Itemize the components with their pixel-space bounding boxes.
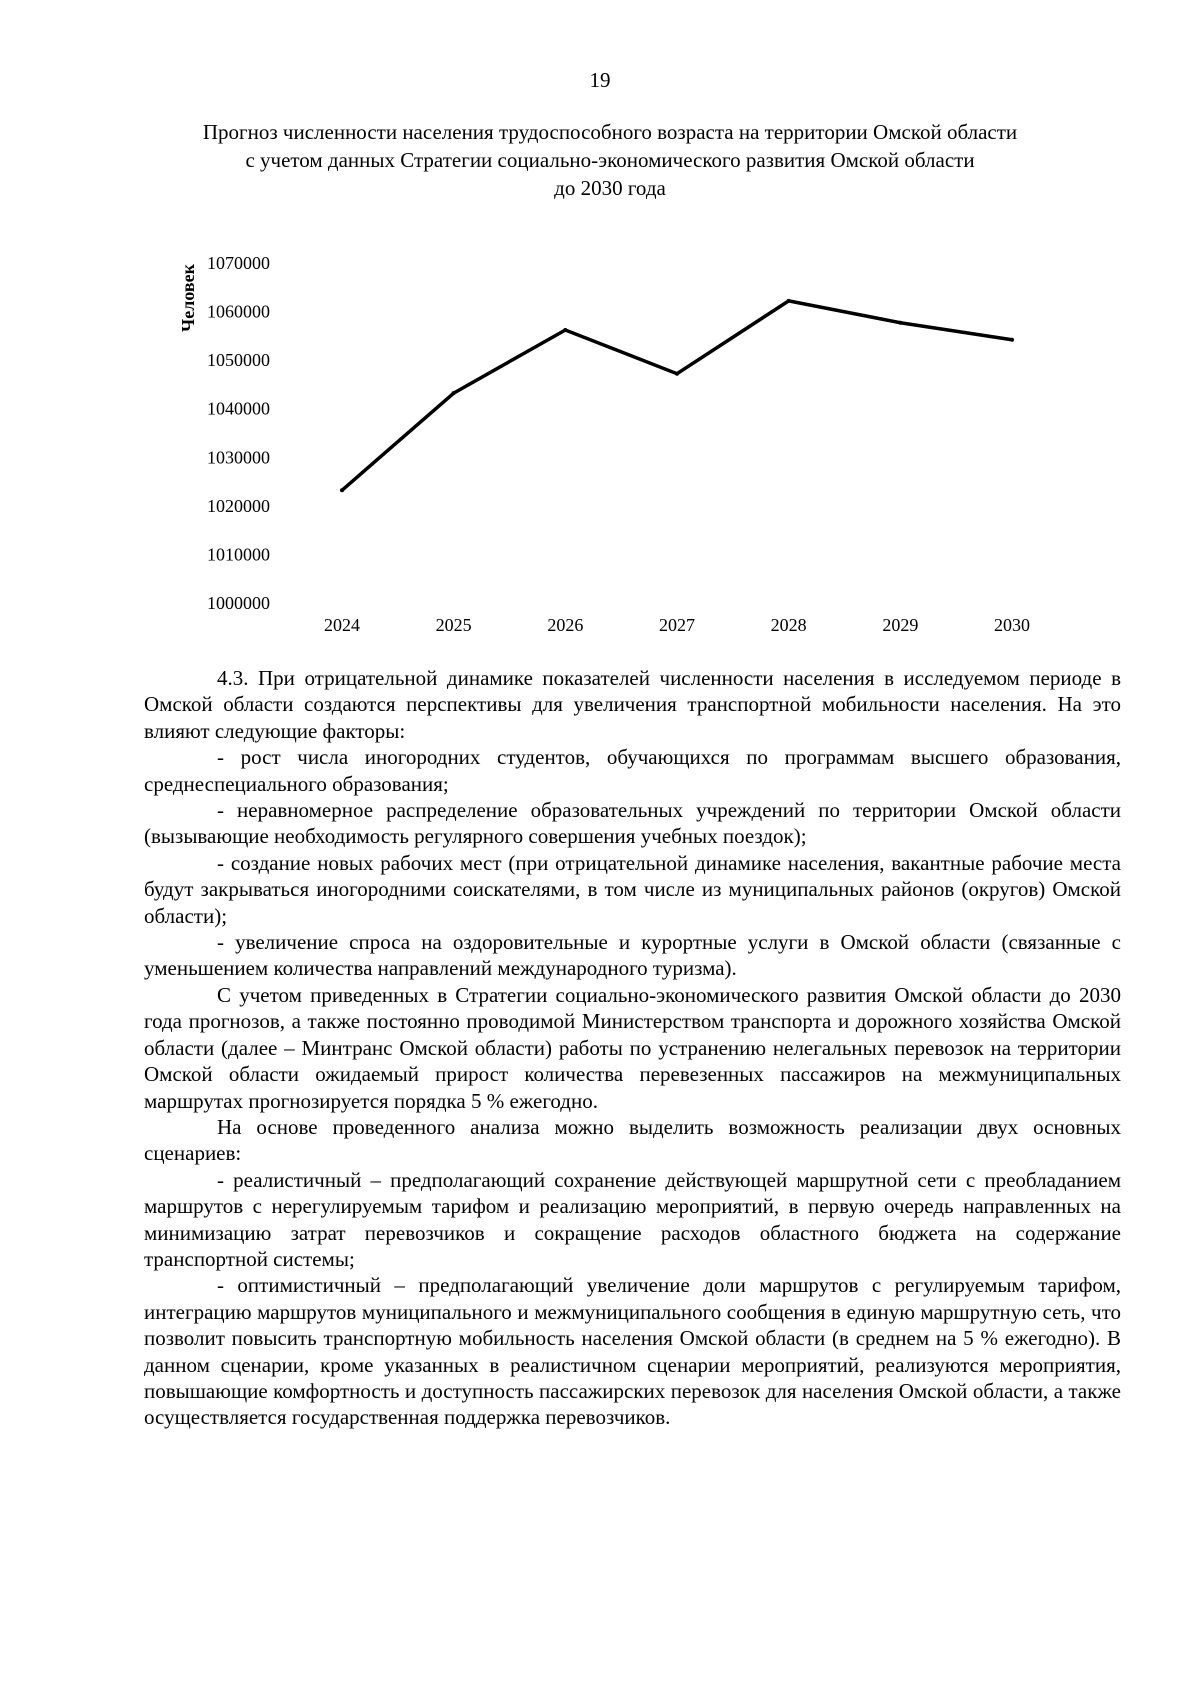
data-point: [452, 391, 456, 395]
y-tick-label: 1070000: [207, 253, 270, 273]
y-tick-label: 1010000: [207, 544, 270, 565]
paragraph-scenarios: На основе проведенного анализа можно выделить возможность реализации двух основных сценариев:: [144, 1114, 1121, 1166]
data-point: [1010, 338, 1014, 342]
x-tick-label: 2030: [994, 615, 1030, 635]
paragraph-intro: 4.3. При отрицательной динамике показателей численности населения в исследуемом периоде в Омской области создаются перспективы для увеличения транспортной мобильности населения. На это влияют следующие факторы:: [144, 666, 1121, 743]
y-tick-label: 1040000: [207, 398, 270, 419]
data-point: [563, 328, 567, 332]
list-item-institutions: - неравномерное распределение образовательных учреждений по территории Омской области (вызывающие необходимость регулярного совершения учебных поездок);: [144, 798, 1121, 849]
y-tick-label: 1020000: [207, 495, 270, 516]
list-item-optimistic: - оптимистичный – предполагающий увеличение доли маршрутов с регулируемым тарифом, интеграцию маршрутов муниципального и межмуниципального сообщения в единую маршрутную сеть, что позволит повысить транспортную мобильность населения Омской области (в среднем на 5 % ежегодно). В данном сценарии, кроме указанных в реалистичном сценарии мероприятий, реализуются мероприятия, повышающие комфортность и доступность пассажирских перевозок для населения Омской области, а также осуществляется государственная поддержка перевозчиков.: [144, 1273, 1121, 1430]
chart-title-line: Прогноз численности населения трудоспособного возраста на территории Омской области: [202, 120, 1018, 144]
x-tick-label: 2026: [547, 615, 584, 635]
page-number: 19: [589, 68, 611, 92]
data-point: [340, 488, 344, 492]
x-tick-label: 2027: [659, 615, 695, 635]
data-point: [898, 321, 902, 325]
data-point: [787, 299, 791, 303]
series-line: [342, 301, 1012, 490]
x-tick-label: 2025: [435, 615, 472, 635]
chart-title-line: до 2030 года: [554, 176, 666, 200]
list-item-jobs: - создание новых рабочих мест (при отрицательной динамике населения, вакантные рабочие места будут закрываться иногородними соискателями, в том числе из муниципальных районов (округов) Омской области);: [144, 850, 1121, 928]
x-tick-label: 2028: [770, 615, 807, 635]
list-item-realistic: - реалистичный – предполагающий сохранение действующей маршрутной сети с преобладанием маршрутов с нерегулируемым тарифом и реализацию мероприятий, в первую очередь направленных на минимизацию затрат перевозчиков и сокращение расходов областного бюджета на содержание транспортной системы;: [144, 1167, 1121, 1271]
population-line-chart: [0, 0, 1200, 660]
x-tick-label: 2029: [882, 615, 919, 635]
x-tick-label: 2024: [324, 615, 360, 635]
y-tick-label: 1060000: [207, 301, 270, 322]
y-axis-label: Человек: [178, 264, 198, 332]
y-tick-label: 1030000: [207, 447, 270, 468]
y-tick-label: 1050000: [207, 350, 270, 371]
list-item-students: - рост числа иногородних студентов, обучающихся по программам высшего образования, среднеспециального образования;: [144, 745, 1121, 796]
y-tick-label: 1000000: [207, 593, 270, 613]
body-text: [144, 665, 1121, 1431]
data-point: [675, 372, 679, 376]
chart-title-line: с учетом данных Стратегии социально-экономического развития Омской области: [245, 148, 975, 172]
paragraph-forecast: С учетом приведенных в Стратегии социально-экономического развития Омской области до 2030 года прогнозов, а также постоянно проводимой Министерством транспорта и дорожного хозяйства Омской области (далее – Минтранс Омской области) работы по устранению нелегальных перевозок на территории Омской области ожидаемый прирост количества перевезенных пассажиров на межмуниципальных маршрутах прогнозируется порядка 5 % ежегодно.: [144, 982, 1121, 1113]
list-item-resorts: - увеличение спроса на оздоровительные и курортные услуги в Омской области (связанные с уменьшением количества направлений международного туризма).: [144, 930, 1121, 981]
